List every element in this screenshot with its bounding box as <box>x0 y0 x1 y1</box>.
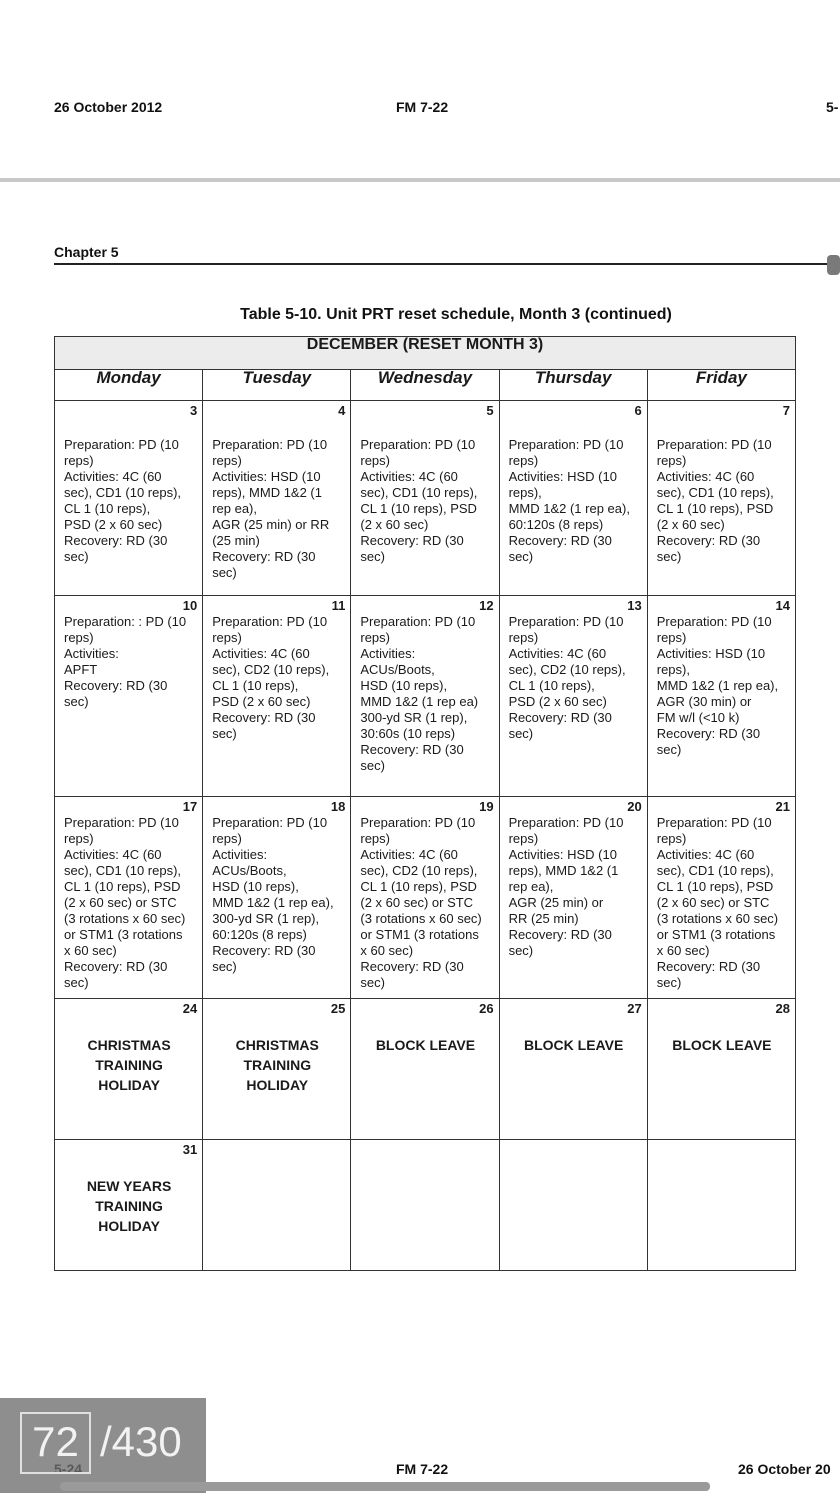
activity-line: reps) <box>212 453 242 468</box>
day-cell <box>203 1140 351 1271</box>
activity-line: (2 x 60 sec) <box>656 517 725 532</box>
footer-manual: FM 7-22 <box>396 1461 449 1477</box>
day-cell <box>499 1140 647 1271</box>
activity-line: reps) <box>360 630 390 645</box>
day-number: 7 <box>782 403 790 418</box>
activity-line: Activities: HSD (10 <box>656 646 766 661</box>
activity-line: sec) <box>360 975 385 990</box>
activity-line: rep ea), <box>508 879 554 894</box>
day-header: Monday <box>55 370 203 401</box>
activity-line: (2 x 60 sec) or STC <box>360 895 474 910</box>
current-page: 72 <box>32 1418 79 1465</box>
activity-line: ACUs/Boots, <box>212 863 287 878</box>
activity-line: x 60 sec) <box>656 943 710 958</box>
activity-line: Recovery: RD (30 <box>508 710 612 725</box>
day-number: 27 <box>627 1001 642 1016</box>
day-number: 26 <box>479 1001 494 1016</box>
day-number: 6 <box>634 403 642 418</box>
day-header: Tuesday <box>203 370 351 401</box>
holiday-line: HOLIDAY <box>98 1218 160 1234</box>
day-number: 31 <box>182 1142 198 1157</box>
activity-line: ACUs/Boots, <box>360 662 435 677</box>
activity-line: Activities: <box>212 847 268 862</box>
week-row <box>55 797 796 999</box>
activity-line: sec), CD1 (10 reps), <box>360 485 478 500</box>
day-cell <box>55 999 203 1140</box>
activity-line: sec) <box>508 726 534 741</box>
activity-line: PSD (2 x 60 sec) <box>508 694 607 709</box>
activity-line: 300-yd SR (1 rep), <box>360 710 468 725</box>
activity-line: sec), CD1 (10 reps), <box>656 863 774 878</box>
holiday-label <box>64 1176 194 1236</box>
holiday-line: BLOCK LEAVE <box>672 1037 772 1053</box>
day-cell <box>499 797 647 999</box>
activity-line: Recovery: RD (30 <box>64 959 168 974</box>
day-cell <box>351 1140 499 1271</box>
activity-line: reps), MMD 1&2 (1 <box>212 485 322 500</box>
activity-line: Recovery: RD (30 <box>656 533 761 548</box>
activity-line: reps) <box>64 831 94 846</box>
activity-line: sec) <box>64 975 89 990</box>
activity-line: reps) <box>212 831 242 846</box>
activity-line: sec) <box>656 975 682 990</box>
activity-line: sec) <box>64 549 89 564</box>
activity-line: Preparation: PD (10 <box>360 815 476 830</box>
activity-line: Activities: 4C (60 <box>360 469 458 484</box>
activity-line: Preparation: PD (10 <box>212 437 328 452</box>
activity-line: CL 1 (10 reps), PSD <box>360 879 477 894</box>
activity-line: (3 rotations x 60 sec) <box>360 911 482 926</box>
holiday-label <box>64 1035 194 1095</box>
activity-line: CL 1 (10 reps), <box>64 501 151 516</box>
activity-line: sec) <box>212 726 237 741</box>
week-row <box>55 401 796 596</box>
activity-line: sec) <box>360 758 385 773</box>
day-number: 11 <box>331 598 346 613</box>
activity-line: Activities: 4C (60 <box>508 646 607 661</box>
activity-line: reps) <box>360 453 390 468</box>
day-cell <box>55 1140 203 1271</box>
activity-line: HSD (10 reps), <box>212 879 299 894</box>
chapter-title: Chapter 5 <box>54 244 119 260</box>
activity-line: FM w/l (<10 k) <box>656 710 740 725</box>
activity-line: Preparation: PD (10 <box>508 614 624 629</box>
scrollbar-thumb[interactable] <box>827 255 840 275</box>
activity-line: sec) <box>212 565 237 580</box>
activity-line: Activities: <box>360 646 416 661</box>
activity-line: reps) <box>64 630 94 645</box>
day-cell <box>351 797 499 999</box>
holiday-line: TRAINING <box>243 1057 312 1073</box>
activity-line: sec) <box>656 742 682 757</box>
day-cell <box>499 401 647 596</box>
day-cell <box>499 999 647 1140</box>
activity-line: reps) <box>656 630 687 645</box>
activity-line: reps), MMD 1&2 (1 <box>508 863 619 878</box>
day-cell <box>647 596 795 797</box>
day-cell <box>203 999 351 1140</box>
activity-line: or STM1 (3 rotations <box>64 927 183 942</box>
activity-line: CL 1 (10 reps), PSD <box>656 501 774 516</box>
day-cell <box>55 596 203 797</box>
activity-line: AGR (25 min) or <box>508 895 604 910</box>
activity-line: CL 1 (10 reps), PSD <box>656 879 774 894</box>
week-row <box>55 999 796 1140</box>
activity-line: APFT <box>64 662 98 677</box>
day-cell <box>647 999 795 1140</box>
day-cell <box>351 596 499 797</box>
day-cell <box>647 797 795 999</box>
activity-line: (25 min) <box>212 533 260 548</box>
week-row <box>55 596 796 797</box>
activity-line: sec) <box>64 694 89 709</box>
activity-line: Activities: 4C (60 <box>212 646 310 661</box>
activity-line: Activities: 4C (60 <box>656 469 755 484</box>
activity-line: (3 rotations x 60 sec) <box>64 911 186 926</box>
header-date: 26 October 2012 <box>54 99 163 115</box>
holiday-line: BLOCK LEAVE <box>375 1037 476 1053</box>
activity-line: Activities: HSD (10 <box>508 847 617 862</box>
holiday-line: CHRISTMAS <box>87 1037 171 1053</box>
activity-line: sec), CD2 (10 reps), <box>508 662 626 677</box>
total-pages: /430 <box>100 1418 182 1465</box>
activity-line: Activities: 4C (60 <box>64 469 162 484</box>
activity-line: Recovery: RD (30 <box>508 533 612 548</box>
activity-line: CL 1 (10 reps), PSD <box>360 501 477 516</box>
activity-line: Recovery: RD (30 <box>656 726 761 741</box>
activity-line: reps), <box>656 662 690 677</box>
activity-line: reps) <box>508 453 539 468</box>
day-header: Thursday <box>499 370 647 401</box>
holiday-line: HOLIDAY <box>246 1077 309 1093</box>
activity-line: 60:120s (8 reps) <box>212 927 307 942</box>
day-number: 12 <box>479 598 494 613</box>
day-number: 18 <box>330 799 346 814</box>
holiday-line: HOLIDAY <box>98 1077 160 1093</box>
day-number: 28 <box>775 1001 790 1016</box>
holiday-line: TRAINING <box>95 1198 163 1214</box>
holiday-label <box>360 1035 490 1055</box>
month-header: DECEMBER (RESET MONTH 3) <box>55 337 796 370</box>
activity-line: sec) <box>508 549 534 564</box>
day-number: 3 <box>189 403 198 418</box>
holiday-label <box>212 1035 342 1095</box>
activity-line: CL 1 (10 reps), <box>212 678 299 693</box>
day-number: 4 <box>338 403 346 418</box>
day-cell <box>647 401 795 596</box>
header-manual: FM 7-22 <box>396 99 449 115</box>
day-cell <box>351 999 499 1140</box>
activity-line: MMD 1&2 (1 rep ea), <box>656 678 779 693</box>
activity-line: Recovery: RD (30 <box>360 533 464 548</box>
bottom-scrollbar[interactable] <box>60 1482 710 1491</box>
activity-line: reps) <box>508 630 539 645</box>
activity-line: MMD 1&2 (1 rep ea), <box>212 895 334 910</box>
activity-line: CL 1 (10 reps), PSD <box>64 879 181 894</box>
day-cell <box>203 797 351 999</box>
activity-line: sec), CD1 (10 reps), <box>64 485 182 500</box>
activity-line: (2 x 60 sec) <box>360 517 429 532</box>
activity-line: reps) <box>212 630 242 645</box>
activity-line: PSD (2 x 60 sec) <box>64 517 163 532</box>
table-title: Table 5-10. Unit PRT reset schedule, Month 3 (continued) <box>240 306 672 323</box>
activity-line: x 60 sec) <box>64 943 117 958</box>
activity-line: AGR (25 min) or RR <box>212 517 330 532</box>
day-number: 20 <box>627 799 642 814</box>
activity-line: Preparation: PD (10 <box>360 614 476 629</box>
activity-line: sec), CD1 (10 reps), <box>64 863 182 878</box>
day-number: 25 <box>330 1001 346 1016</box>
activity-line: Preparation: PD (10 <box>64 437 179 452</box>
day-cell <box>55 797 203 999</box>
activity-line: reps) <box>656 453 687 468</box>
activity-line: Preparation: PD (10 <box>212 815 328 830</box>
activity-line: PSD (2 x 60 sec) <box>212 694 311 709</box>
activity-line: (2 x 60 sec) or STC <box>64 895 177 910</box>
activity-line: 300-yd SR (1 rep), <box>212 911 320 926</box>
activity-line: Recovery: RD (30 <box>212 710 316 725</box>
activity-line: Activities: HSD (10 <box>508 469 617 484</box>
activity-line: Preparation: : PD (10 <box>64 614 187 629</box>
activity-line: Recovery: RD (30 <box>508 927 612 942</box>
day-number: 19 <box>479 799 494 814</box>
activity-line: sec), CD2 (10 reps), <box>212 662 330 677</box>
activity-line: Recovery: RD (30 <box>360 959 464 974</box>
activity-line: reps) <box>656 831 687 846</box>
activity-line: or STM1 (3 rotations <box>360 927 479 942</box>
week-row <box>55 1140 796 1271</box>
day-header: Friday <box>647 370 795 401</box>
activity-line: Preparation: PD (10 <box>508 437 624 452</box>
activity-line: Activities: 4C (60 <box>360 847 458 862</box>
holiday-line: NEW YEARS <box>86 1178 172 1194</box>
holiday-line: BLOCK LEAVE <box>524 1037 624 1053</box>
activity-line: Recovery: RD (30 <box>64 678 168 693</box>
activity-line: rep ea), <box>212 501 257 516</box>
activity-line: reps), <box>508 485 542 500</box>
day-number: 14 <box>775 598 790 613</box>
activity-line: Recovery: RD (30 <box>212 943 316 958</box>
chapter-rule <box>54 263 832 265</box>
holiday-label <box>509 1035 639 1055</box>
activity-line: sec) <box>212 959 237 974</box>
activity-line: MMD 1&2 (1 rep ea) <box>360 694 479 709</box>
day-number: 21 <box>775 799 790 814</box>
activity-line: 30:60s (10 reps) <box>360 726 456 741</box>
activity-line: Recovery: RD (30 <box>64 533 168 548</box>
activity-line: Preparation: PD (10 <box>656 437 772 452</box>
activity-line: MMD 1&2 (1 rep ea), <box>508 501 630 516</box>
activity-line: Activities: HSD (10 <box>212 469 321 484</box>
footer-date: 26 October 20 <box>738 1461 831 1477</box>
activity-line: Preparation: PD (10 <box>656 614 772 629</box>
activity-line: reps) <box>64 453 94 468</box>
day-number: 13 <box>627 598 642 613</box>
activity-line: AGR (30 min) or <box>656 694 752 709</box>
activity-line: CL 1 (10 reps), <box>508 678 595 693</box>
activity-line: sec) <box>508 943 534 958</box>
activity-line: sec) <box>360 549 385 564</box>
activity-line: Activities: 4C (60 <box>64 847 162 862</box>
holiday-label <box>657 1035 787 1055</box>
activity-line: Preparation: PD (10 <box>508 815 624 830</box>
day-number: 5 <box>486 403 494 418</box>
activity-line: Preparation: PD (10 <box>212 614 328 629</box>
activity-line: RR (25 min) <box>508 911 579 926</box>
header-page-number: 5- <box>826 99 839 115</box>
activity-line: Recovery: RD (30 <box>656 959 761 974</box>
activity-line: Activities: 4C (60 <box>656 847 755 862</box>
holiday-line: CHRISTMAS <box>235 1037 319 1053</box>
day-number: 10 <box>182 598 198 613</box>
activity-line: Preparation: PD (10 <box>656 815 772 830</box>
activity-line: reps) <box>508 831 539 846</box>
activity-line: (3 rotations x 60 sec) <box>656 911 779 926</box>
schedule-table <box>54 336 796 1271</box>
day-cell <box>647 1140 795 1271</box>
day-number: 17 <box>182 799 198 814</box>
page-separator <box>0 178 840 182</box>
day-cell <box>203 401 351 596</box>
activity-line: reps) <box>360 831 390 846</box>
activity-line: Recovery: RD (30 <box>360 742 464 757</box>
day-cell <box>499 596 647 797</box>
activity-line: 60:120s (8 reps) <box>508 517 604 532</box>
day-cell <box>351 401 499 596</box>
day-number: 24 <box>182 1001 198 1016</box>
activity-line: sec), CD2 (10 reps), <box>360 863 478 878</box>
activity-line: x 60 sec) <box>360 943 414 958</box>
activity-line: or STM1 (3 rotations <box>656 927 776 942</box>
day-cell <box>203 596 351 797</box>
activity-line: (2 x 60 sec) or STC <box>656 895 770 910</box>
activity-line: Preparation: PD (10 <box>64 815 179 830</box>
day-header: Wednesday <box>351 370 499 401</box>
activity-line: sec) <box>656 549 682 564</box>
activity-line: sec), CD1 (10 reps), <box>656 485 774 500</box>
activity-line: Recovery: RD (30 <box>212 549 316 564</box>
activity-line: Preparation: PD (10 <box>360 437 476 452</box>
activity-line: Activities: <box>64 646 119 661</box>
activity-line: HSD (10 reps), <box>360 678 448 693</box>
holiday-line: TRAINING <box>95 1057 163 1073</box>
day-cell <box>55 401 203 596</box>
